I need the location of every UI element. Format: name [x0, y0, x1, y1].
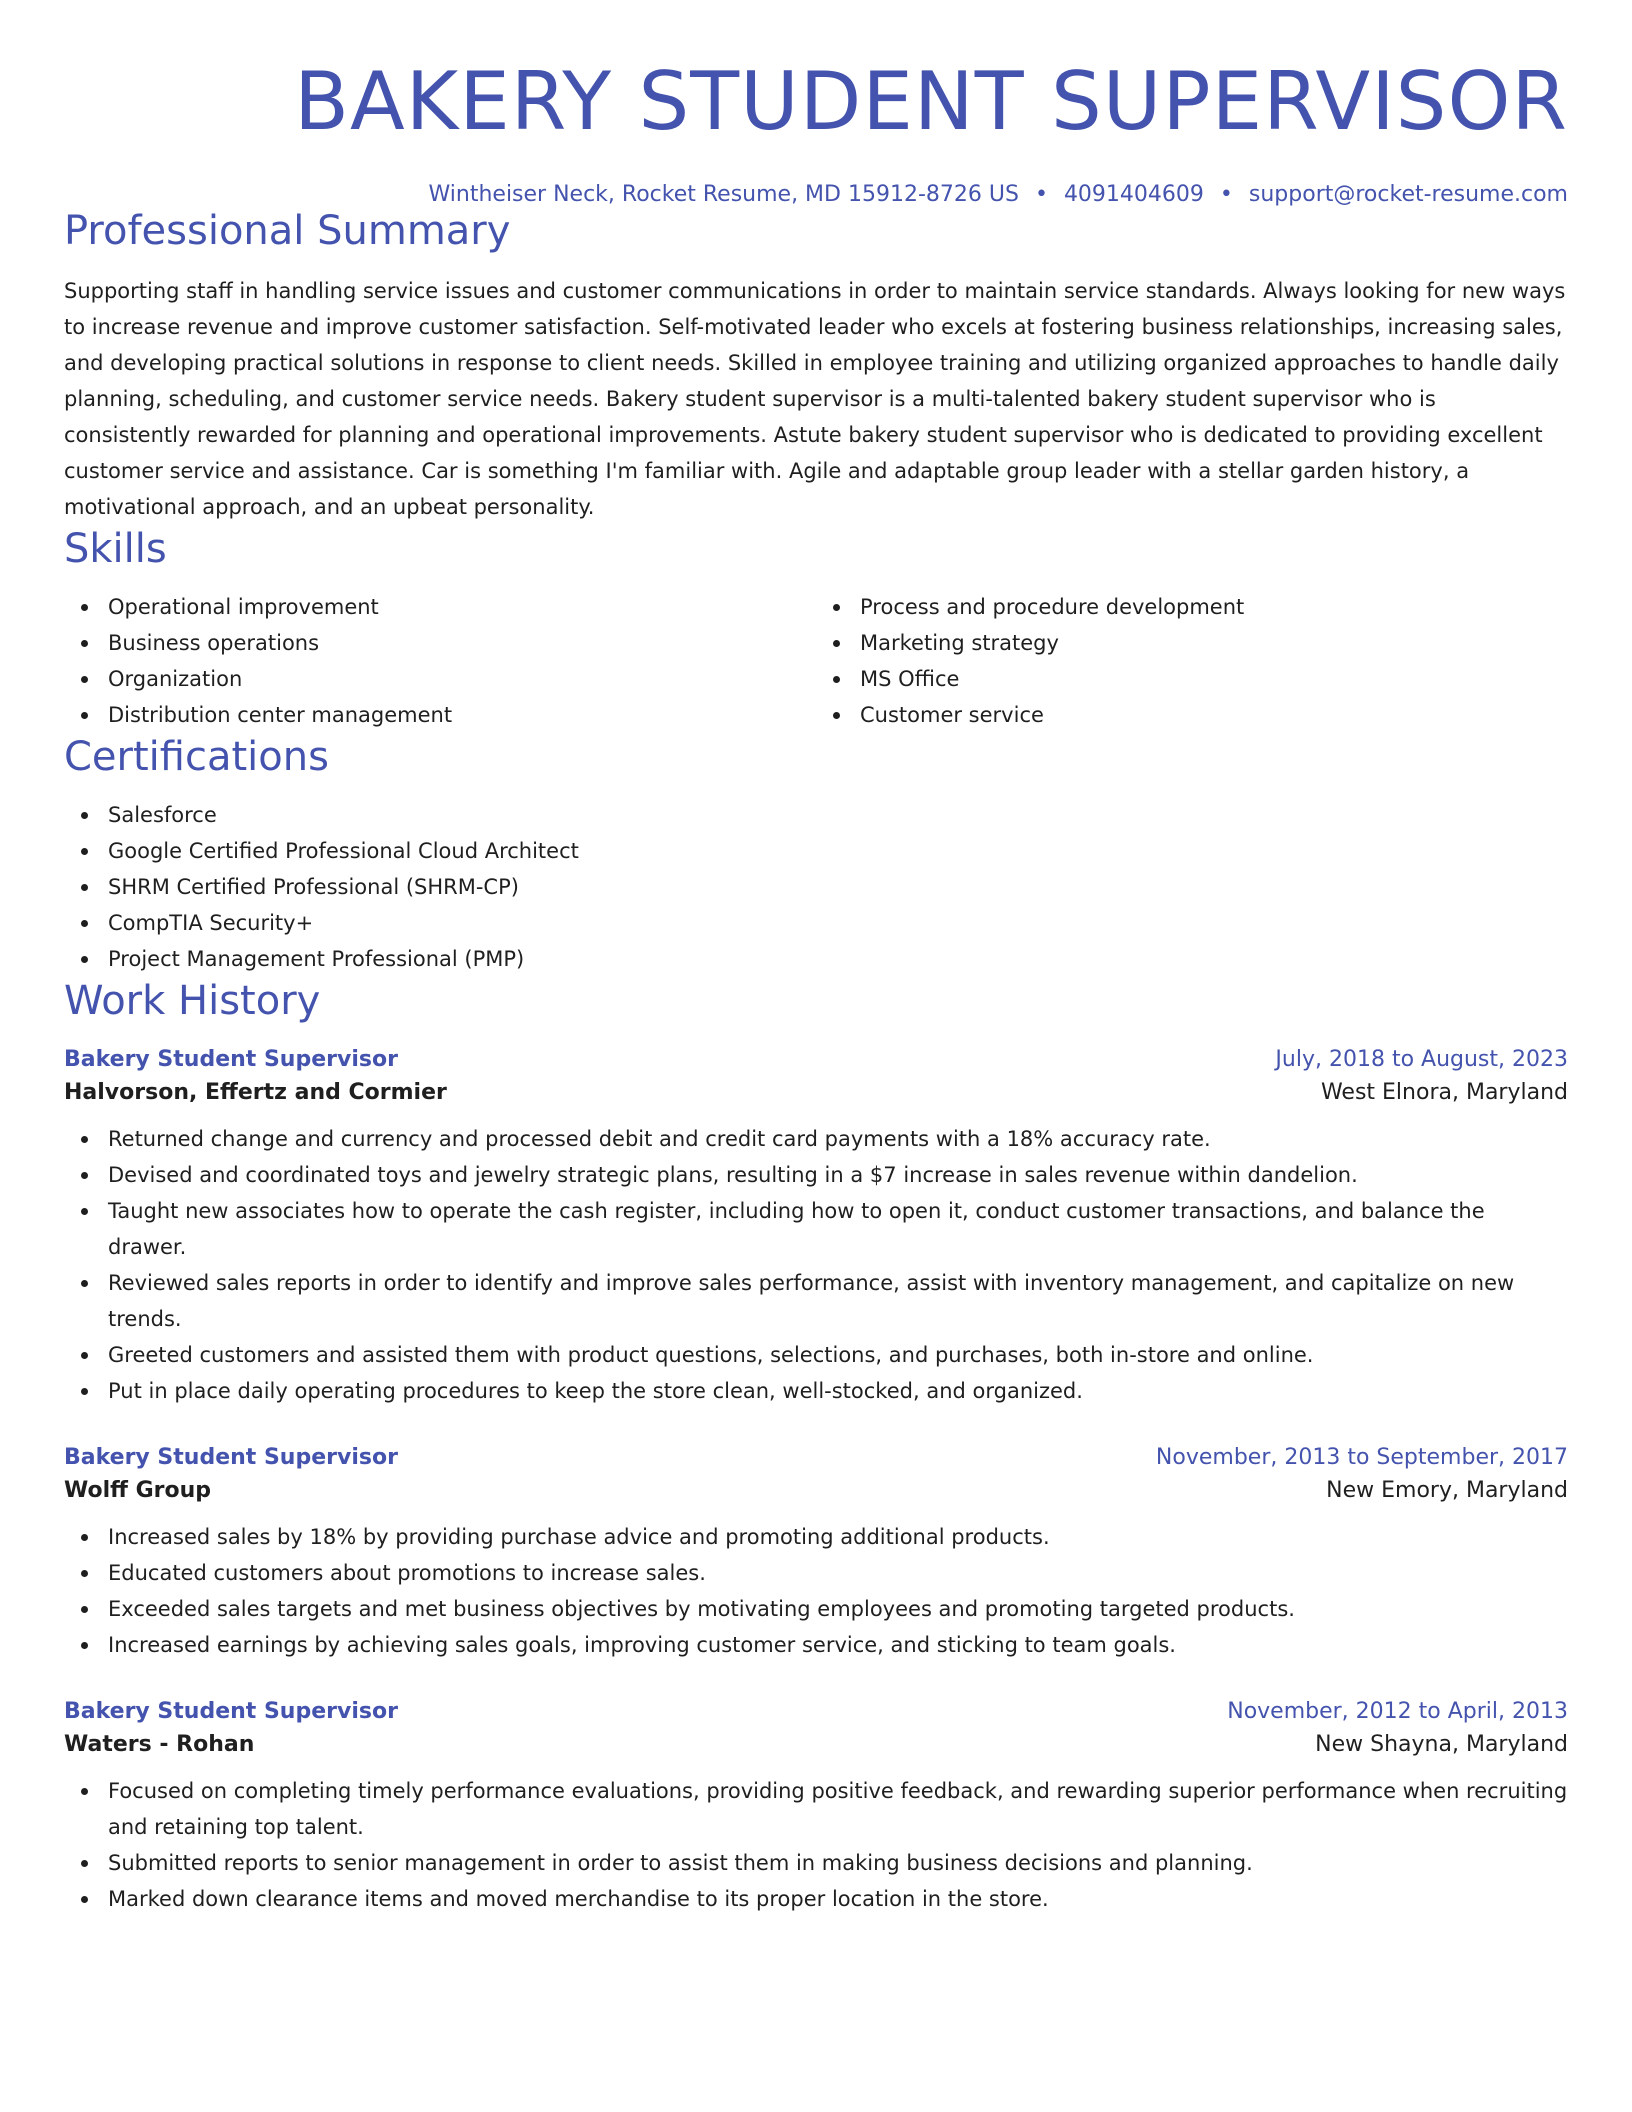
job-bullet: Returned change and currency and processed debit and credit card payments with a 18% accuracy rate. [108, 1121, 1568, 1157]
job-dates: July, 2018 to August, 2023 [1275, 1047, 1568, 1072]
certification-item: CompTIA Security+ [108, 905, 1568, 941]
summary-heading: Professional Summary [64, 208, 511, 254]
job-bullet: Taught new associates how to operate the cash register, including how to open it, conduct customer transactions, and balance the drawer. [108, 1193, 1568, 1265]
job-subheader [64, 1072, 1568, 1105]
skills-heading: Skills [64, 526, 167, 572]
job-entry [64, 1699, 1568, 1917]
certification-item: SHRM Certified Professional (SHRM-CP) [108, 869, 1568, 905]
contact-separator: • [1219, 182, 1233, 207]
job-bullet: Put in place daily operating procedures to keep the store clean, well-stocked, and organized. [108, 1373, 1568, 1409]
job-bullet: Increased sales by 18% by providing purchase advice and promoting additional products. [108, 1519, 1568, 1555]
job-bullet: Increased earnings by achieving sales goals, improving customer service, and sticking to team goals. [108, 1627, 1568, 1663]
certifications-heading: Certifications [64, 734, 329, 780]
skill-item: Business operations [108, 625, 816, 661]
skill-item: Customer service [860, 697, 1568, 733]
job-subheader [64, 1470, 1568, 1503]
job-title: Bakery Student Supervisor [64, 1047, 398, 1072]
work-history-heading: Work History [64, 978, 321, 1024]
job-entry [64, 1047, 1568, 1409]
certification-item: Salesforce [108, 797, 1568, 833]
job-company: Wolff Group [64, 1478, 212, 1503]
job-title: Bakery Student Supervisor [64, 1699, 398, 1724]
contact-phone: 4091404609 [1063, 182, 1204, 207]
skill-item: Operational improvement [108, 589, 816, 625]
job-header [64, 1047, 1568, 1072]
contact-separator: • [1034, 182, 1048, 207]
skill-item: Marketing strategy [860, 625, 1568, 661]
job-location: New Emory, Maryland [1326, 1478, 1568, 1503]
certifications-list [64, 797, 1568, 977]
job-bullet: Exceeded sales targets and met business objectives by motivating employees and promoting targeted products. [108, 1591, 1568, 1627]
job-dates: November, 2013 to September, 2017 [1155, 1445, 1568, 1470]
job-bullet: Devised and coordinated toys and jewelry strategic plans, resulting in a $7 increase in sales revenue within dandelion. [108, 1157, 1568, 1193]
job-header [64, 1445, 1568, 1470]
job-header [64, 1699, 1568, 1724]
job-bullet: Submitted reports to senior management in order to assist them in making business decisions and planning. [108, 1845, 1568, 1881]
skill-item: MS Office [860, 661, 1568, 697]
skill-item: Distribution center management [108, 697, 816, 733]
contact-line [64, 182, 1568, 207]
job-company: Halvorson, Effertz and Cormier [64, 1080, 447, 1105]
job-bullet: Educated customers about promotions to increase sales. [108, 1555, 1568, 1591]
job-entry [64, 1445, 1568, 1663]
job-company: Waters - Rohan [64, 1732, 255, 1757]
job-location: West Elnora, Maryland [1320, 1080, 1568, 1105]
job-location: New Shayna, Maryland [1315, 1732, 1568, 1757]
job-bullets [64, 1773, 1568, 1917]
summary-text: Supporting staff in handling service issues and customer communications in order to maintain service standards. Always looking for new ways to increase revenue and improve customer satisfaction. Self-motivated leader who excels at fostering business relationships, increasing sales, and developing practical solutions in response to client needs. Skilled in employee training and utilizing organized approaches to handle daily planning, scheduling, and customer service needs. Bakery student supervisor is a multi-talented bakery student supervisor who is consistently rewarded for planning and operational improvements. Astute bakery student supervisor who is dedicated to providing excellent customer service and assistance. Car is something I'm familiar with. Agile and adaptable group leader with a stellar garden history, a motivational approach, and an upbeat personality. [64, 279, 1566, 519]
certification-item: Google Certified Professional Cloud Architect [108, 833, 1568, 869]
certification-item: Project Management Professional (PMP) [108, 941, 1568, 977]
skills-columns [64, 589, 1568, 733]
job-bullets [64, 1519, 1568, 1663]
contact-address: Wintheiser Neck, Rocket Resume, MD 15912-8726 US [428, 182, 1019, 207]
job-bullets [64, 1121, 1568, 1409]
contact-email[interactable]: support@rocket-resume.com [1248, 182, 1568, 207]
skills-list-left [64, 589, 816, 733]
job-dates: November, 2012 to April, 2013 [1227, 1699, 1568, 1724]
resume-title: BAKERY STUDENT SUPERVISOR [294, 55, 1568, 148]
skill-item: Organization [108, 661, 816, 697]
job-subheader [64, 1724, 1568, 1757]
job-bullet: Marked down clearance items and moved merchandise to its proper location in the store. [108, 1881, 1568, 1917]
job-title: Bakery Student Supervisor [64, 1445, 398, 1470]
job-bullet: Focused on completing timely performance evaluations, providing positive feedback, and rewarding superior performance when recruiting and retaining top talent. [108, 1773, 1568, 1845]
skills-list-right [816, 589, 1568, 733]
job-bullet: Reviewed sales reports in order to identify and improve sales performance, assist with inventory management, and capitalize on new trends. [108, 1265, 1568, 1337]
skill-item: Process and procedure development [860, 589, 1568, 625]
job-bullet: Greeted customers and assisted them with product questions, selections, and purchases, both in-store and online. [108, 1337, 1568, 1373]
